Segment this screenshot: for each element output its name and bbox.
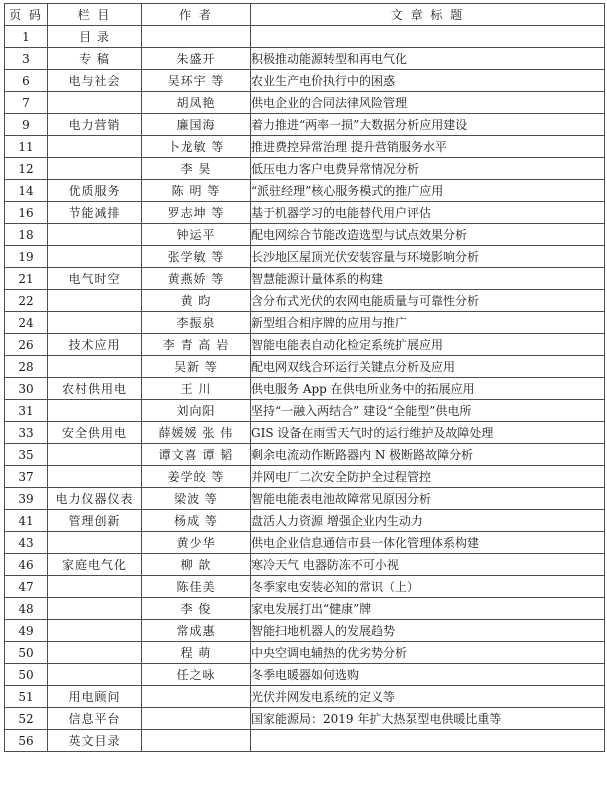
page-cell: 56	[5, 730, 48, 752]
title-cell: 光伏并网发电系统的定义等	[251, 686, 605, 708]
title-cell: 着力推进“两率一损”大数据分析应用建设	[251, 114, 605, 136]
title-cell: 含分布式光伏的农网电能质量与可靠性分析	[251, 290, 605, 312]
author-cell: 柳 歆	[142, 554, 251, 576]
title-cell: 剩余电流动作断路器内 N 极断路故障分析	[251, 444, 605, 466]
page-cell: 33	[5, 422, 48, 444]
author-cell	[142, 730, 251, 752]
table-row	[5, 378, 605, 400]
table-row	[5, 268, 605, 290]
column-cell	[48, 664, 142, 686]
page-cell: 50	[5, 642, 48, 664]
table-row	[5, 444, 605, 466]
title-cell: 供电服务 App 在供电所业务中的拓展应用	[251, 378, 605, 400]
title-cell: 盘活人力资源 增强企业内生动力	[251, 510, 605, 532]
page-cell: 39	[5, 488, 48, 510]
author-cell: 陈佳美	[142, 576, 251, 598]
page-cell: 7	[5, 92, 48, 114]
author-cell: 薛媛媛 张 伟	[142, 422, 251, 444]
table-row	[5, 202, 605, 224]
author-cell: 常成惠	[142, 620, 251, 642]
table-row	[5, 576, 605, 598]
title-cell: 基于机器学习的电能替代用户评估	[251, 202, 605, 224]
author-cell: 黄少华	[142, 532, 251, 554]
title-cell: 国家能源局：2019 年扩大热泵型电供暖比重等	[251, 708, 605, 730]
column-cell	[48, 136, 142, 158]
page-cell: 9	[5, 114, 48, 136]
table-row	[5, 554, 605, 576]
title-cell: 推进费控异常治理 提升营销服务水平	[251, 136, 605, 158]
column-cell: 优质服务	[48, 180, 142, 202]
table-row	[5, 180, 605, 202]
column-cell	[48, 576, 142, 598]
author-cell: 李振泉	[142, 312, 251, 334]
column-cell	[48, 642, 142, 664]
column-cell	[48, 620, 142, 642]
author-cell: 梁波 等	[142, 488, 251, 510]
title-cell: 坚持“一融入两结合” 建设“全能型”供电所	[251, 400, 605, 422]
page-cell: 11	[5, 136, 48, 158]
author-cell: 朱盛开	[142, 48, 251, 70]
column-cell	[48, 532, 142, 554]
author-cell	[142, 26, 251, 48]
table-row	[5, 356, 605, 378]
page-cell: 26	[5, 334, 48, 356]
column-cell	[48, 312, 142, 334]
column-cell	[48, 224, 142, 246]
table-row	[5, 312, 605, 334]
table-row	[5, 70, 605, 92]
page-cell: 41	[5, 510, 48, 532]
column-cell: 技术应用	[48, 334, 142, 356]
table-row	[5, 664, 605, 686]
title-cell: 农业生产电价执行中的困惑	[251, 70, 605, 92]
table-row	[5, 642, 605, 664]
table-row	[5, 708, 605, 730]
author-cell: 胡凤艳	[142, 92, 251, 114]
title-cell: 新型组合相序牌的应用与推广	[251, 312, 605, 334]
column-cell: 电力仪器仪表	[48, 488, 142, 510]
table-row	[5, 158, 605, 180]
page-cell: 3	[5, 48, 48, 70]
author-cell: 李 青 高 岩	[142, 334, 251, 356]
column-cell: 目 录	[48, 26, 142, 48]
title-cell: 智能电能表电池故障常见原因分析	[251, 488, 605, 510]
page-cell: 19	[5, 246, 48, 268]
page-cell: 6	[5, 70, 48, 92]
column-cell	[48, 598, 142, 620]
page-cell: 48	[5, 598, 48, 620]
title-cell: 智能电能表自动化检定系统扩展应用	[251, 334, 605, 356]
author-cell: 罗志坤 等	[142, 202, 251, 224]
toc-table-body	[5, 26, 605, 752]
page-cell: 21	[5, 268, 48, 290]
page-cell: 1	[5, 26, 48, 48]
table-row	[5, 290, 605, 312]
page-cell: 35	[5, 444, 48, 466]
header-author: 作 者	[142, 4, 251, 26]
table-row	[5, 466, 605, 488]
column-cell: 电与社会	[48, 70, 142, 92]
author-cell: 卜龙敏 等	[142, 136, 251, 158]
author-cell: 王 川	[142, 378, 251, 400]
page-cell: 12	[5, 158, 48, 180]
title-cell: 配电网双线合环运行关键点分析及应用	[251, 356, 605, 378]
table-row	[5, 532, 605, 554]
title-cell: 冬季家电安装必知的常识（上）	[251, 576, 605, 598]
author-cell: 黄燕娇 等	[142, 268, 251, 290]
header-article-title: 文 章 标 题	[251, 4, 605, 26]
title-cell: 智慧能源计量体系的构建	[251, 268, 605, 290]
title-cell	[251, 26, 605, 48]
title-cell	[251, 730, 605, 752]
title-cell: 冬季电暖器如何选购	[251, 664, 605, 686]
title-cell: 寒冷天气 电器防冻不可小视	[251, 554, 605, 576]
table-row	[5, 598, 605, 620]
page-cell: 28	[5, 356, 48, 378]
page-cell: 51	[5, 686, 48, 708]
column-cell	[48, 400, 142, 422]
page-cell: 37	[5, 466, 48, 488]
table-row	[5, 136, 605, 158]
author-cell: 陈 明 等	[142, 180, 251, 202]
title-cell: 家电发展打出“健康”牌	[251, 598, 605, 620]
column-cell: 信息平台	[48, 708, 142, 730]
title-cell: 供电企业信息通信市县一体化管理体系构建	[251, 532, 605, 554]
page-cell: 52	[5, 708, 48, 730]
column-cell: 电力营销	[48, 114, 142, 136]
page-cell: 16	[5, 202, 48, 224]
author-cell: 吴环宇 等	[142, 70, 251, 92]
page-cell: 47	[5, 576, 48, 598]
column-cell	[48, 356, 142, 378]
table-row	[5, 730, 605, 752]
table-row	[5, 48, 605, 70]
column-cell	[48, 466, 142, 488]
column-cell: 专 稿	[48, 48, 142, 70]
column-cell: 电气时空	[48, 268, 142, 290]
column-cell	[48, 246, 142, 268]
title-cell: 长沙地区屋顶光伏安装容量与环境影响分析	[251, 246, 605, 268]
toc-table	[4, 3, 605, 752]
author-cell: 钟运平	[142, 224, 251, 246]
column-cell	[48, 92, 142, 114]
page-cell: 30	[5, 378, 48, 400]
table-row	[5, 422, 605, 444]
page-cell: 43	[5, 532, 48, 554]
author-cell: 程 萌	[142, 642, 251, 664]
table-row	[5, 334, 605, 356]
page-cell: 49	[5, 620, 48, 642]
author-cell: 张学敏 等	[142, 246, 251, 268]
table-row	[5, 686, 605, 708]
column-cell	[48, 444, 142, 466]
column-cell	[48, 158, 142, 180]
header-row	[5, 4, 605, 26]
author-cell: 杨成 等	[142, 510, 251, 532]
column-cell: 农村供用电	[48, 378, 142, 400]
author-cell	[142, 686, 251, 708]
table-row	[5, 620, 605, 642]
page-cell: 50	[5, 664, 48, 686]
page-cell: 31	[5, 400, 48, 422]
author-cell	[142, 708, 251, 730]
column-cell	[48, 290, 142, 312]
author-cell: 李 昊	[142, 158, 251, 180]
column-cell: 家庭电气化	[48, 554, 142, 576]
title-cell: GIS 设备在雨雪天气时的运行维护及故障处理	[251, 422, 605, 444]
title-cell: “派驻经理”核心服务模式的推广应用	[251, 180, 605, 202]
table-row	[5, 26, 605, 48]
column-cell: 节能减排	[48, 202, 142, 224]
title-cell: 积极推动能源转型和再电气化	[251, 48, 605, 70]
header-section: 栏 目	[48, 4, 142, 26]
page-cell: 24	[5, 312, 48, 334]
table-row	[5, 488, 605, 510]
column-cell: 用电顾问	[48, 686, 142, 708]
author-cell: 黄 昀	[142, 290, 251, 312]
header-page-number: 页 码	[5, 4, 48, 26]
author-cell: 刘向阳	[142, 400, 251, 422]
author-cell: 姜学皎 等	[142, 466, 251, 488]
title-cell: 低压电力客户电费异常情况分析	[251, 158, 605, 180]
title-cell: 智能扫地机器人的发展趋势	[251, 620, 605, 642]
title-cell: 供电企业的合同法律风险管理	[251, 92, 605, 114]
author-cell: 谭文喜 谭 韬	[142, 444, 251, 466]
author-cell: 吴新 等	[142, 356, 251, 378]
column-cell: 英文目录	[48, 730, 142, 752]
page-cell: 22	[5, 290, 48, 312]
column-cell: 管理创新	[48, 510, 142, 532]
table-row	[5, 92, 605, 114]
author-cell: 任之咏	[142, 664, 251, 686]
page-cell: 18	[5, 224, 48, 246]
table-row	[5, 224, 605, 246]
table-row	[5, 114, 605, 136]
author-cell: 廉国海	[142, 114, 251, 136]
title-cell: 并网电厂二次安全防护全过程管控	[251, 466, 605, 488]
title-cell: 配电网综合节能改造选型与试点效果分析	[251, 224, 605, 246]
table-row	[5, 400, 605, 422]
page-cell: 46	[5, 554, 48, 576]
author-cell: 李 俊	[142, 598, 251, 620]
page-cell: 14	[5, 180, 48, 202]
table-row	[5, 510, 605, 532]
column-cell: 安全供用电	[48, 422, 142, 444]
title-cell: 中央空调电辅热的优劣势分析	[251, 642, 605, 664]
table-row	[5, 246, 605, 268]
